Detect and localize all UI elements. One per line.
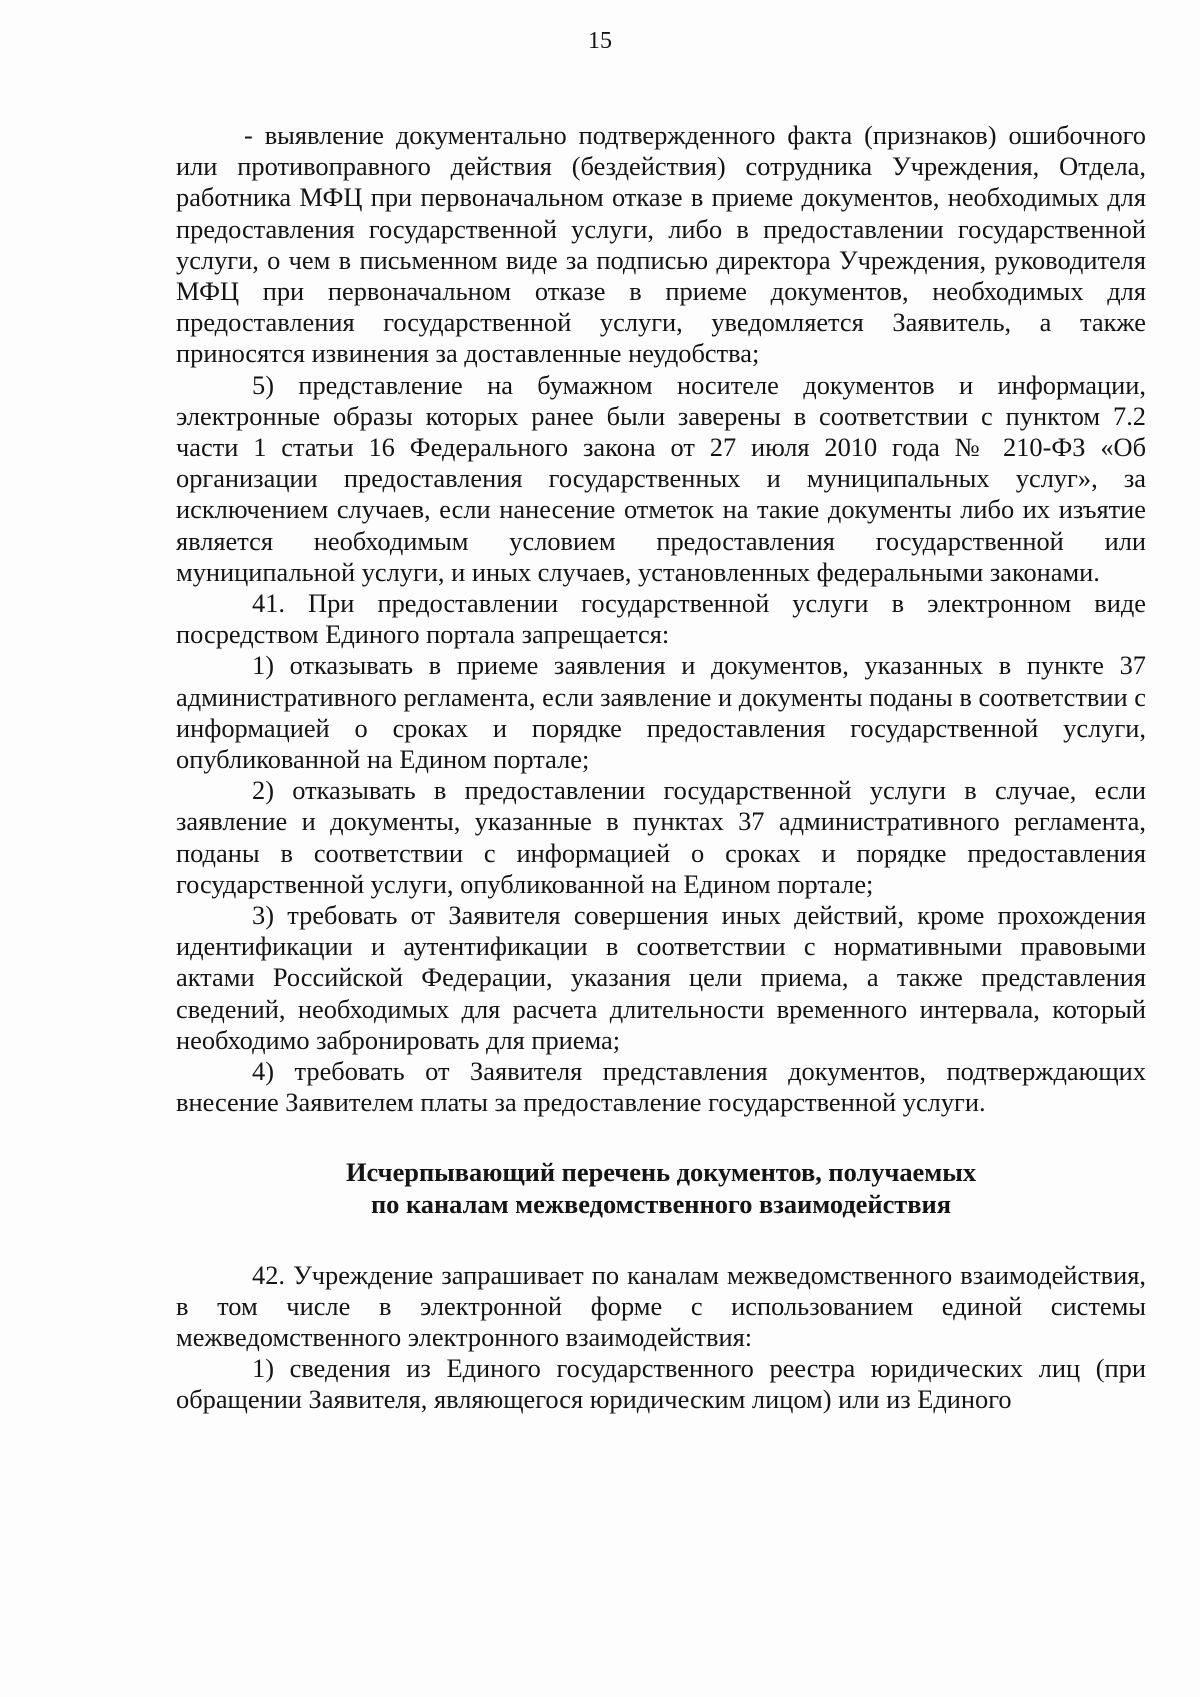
- page-number: 15: [588, 28, 612, 54]
- paragraph-41-item-1: 1) отказывать в приеме заявления и документов, указанных в пункте 37 административного регламента, если заявление и документы поданы в соответствии с информацией о сроках и порядке предоставления государственной услуги, опубликованной на Едином портале;: [176, 650, 1146, 775]
- paragraph-violation-detection: - выявление документально подтвержденного факта (признаков) ошибочного или противоправного действия (бездействия) сотрудника Учреждения, Отдела, работника МФЦ при первоначальном отказе в приеме документов, необходимых для предоставления государственной услуги, либо в предоставлении государственной услуги, о чем в письменном виде за подписью директора Учреждения, руководителя МФЦ при первоначальном отказе в приеме документов, необходимых для предоставления государственной услуги, уведомляется Заявитель, а также приносятся извинения за доставленные неудобства;: [176, 120, 1146, 369]
- paragraph-42-item-1: 1) сведения из Единого государственного реестра юридических лиц (при обращении Заявителя, являющегося юридическим лицом) или из Единого: [176, 1353, 1146, 1415]
- paragraph-42: 42. Учреждение запрашивает по каналам межведомственного взаимодействия, в том числе в электронной форме с использованием единой системы межведомственного электронного взаимодействия:: [176, 1259, 1146, 1352]
- document-body: [176, 120, 1146, 1416]
- paragraph-item-5: 5) представление на бумажном носителе документов и информации, электронные образы которых ранее были заверены в соответствии с пунктом 7.2 части 1 статьи 16 Федерального закона от 27 июля 2010 года № 210-ФЗ «Об организации предоставления государственных и муниципальных услуг», за исключением случаев, если нанесение отметок на такие документы либо их изъятие является необходимым условием предоставления государственной или муниципальной услуги, и иных случаев, установленных федеральными законами.: [176, 369, 1146, 587]
- paragraph-41-item-3: 3) требовать от Заявителя совершения иных действий, кроме прохождения идентификации и аутентификации в соответствии с нормативными правовыми актами Российской Федерации, указания цели приема, а также представления сведений, необходимых для расчета длительности временного интервала, который необходимо забронировать для приема;: [176, 900, 1146, 1055]
- section-heading-line-2: по каналам межведомственного взаимодействия: [370, 1188, 952, 1219]
- paragraph-41: 41. При предоставлении государственной услуги в электронном виде посредством Единого портала запрещается:: [176, 588, 1146, 650]
- section-heading: [176, 1156, 1146, 1220]
- paragraph-41-item-2: 2) отказывать в предоставлении государственной услуги в случае, если заявление и документы, указанные в пунктах 37 административного регламента, поданы в соответствии с информацией о сроках и порядке предоставления государственной услуги, опубликованной на Едином портале;: [176, 775, 1146, 899]
- paragraph-41-item-4: 4) требовать от Заявителя представления документов, подтверждающих внесение Заявителем платы за предоставление государственной услуги.: [176, 1056, 1146, 1118]
- section-heading-line-1: Исчерпывающий перечень документов, получаемых: [345, 1156, 977, 1187]
